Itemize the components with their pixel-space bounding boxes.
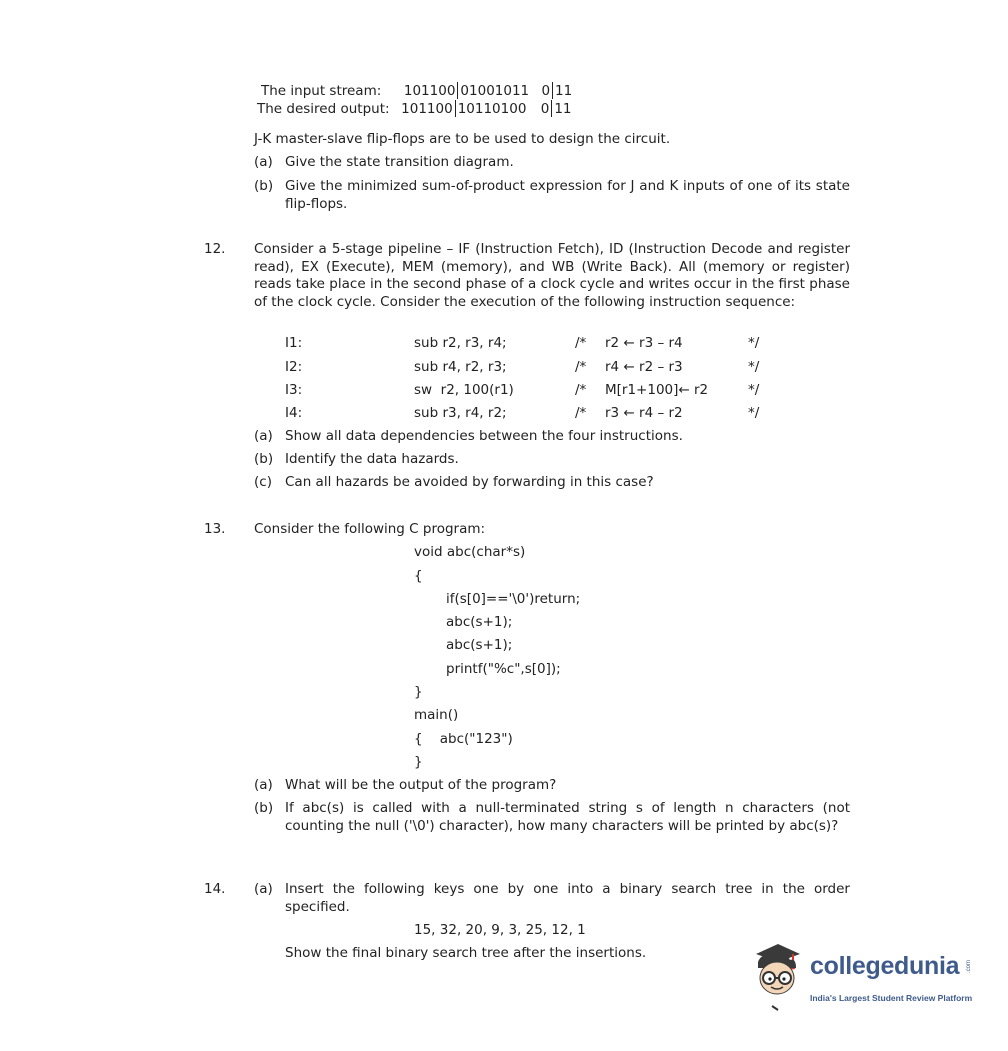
q13-part-label: (b) xyxy=(254,800,274,816)
brand-name: collegedunia xyxy=(810,952,960,980)
comment-open: /* xyxy=(575,382,587,398)
bst-keys: 15, 32, 20, 9, 3, 25, 12, 1 xyxy=(414,922,586,938)
instruction-comment: r4 ← r2 – r3 xyxy=(605,359,683,375)
input-stream-label: The input stream: xyxy=(261,83,382,99)
instruction-label: I2: xyxy=(285,359,303,375)
q12-part-label: (b) xyxy=(254,451,274,467)
q12-part-label: (a) xyxy=(254,428,273,444)
comment-open: /* xyxy=(575,335,587,351)
desired-output-line: The desired output: 101100 10110100 0 11 xyxy=(257,101,572,117)
comment-close: */ xyxy=(748,382,760,398)
instruction-code: sub r2, r3, r4; xyxy=(414,335,507,351)
part-a-label: (a) xyxy=(254,154,273,170)
instruction-code: sub r4, r2, r3; xyxy=(414,359,507,375)
question-12-intro: Consider a 5-stage pipeline – IF (Instruction Fetch), ID (Instruction Decode and register read), EX (Execute), MEM (memory), and WB (Write Back). All (memory or register) reads take place in the second phase of a clock cycle and writes occur in the first phase of the clock cycle. Consider the execution of the following instruction sequence: xyxy=(254,241,850,310)
code-line: void abc(char*s) xyxy=(414,544,526,560)
code-line: abc(s+1); xyxy=(446,614,513,630)
input-stream-line: The input stream: 101100 01001011 0 11 xyxy=(261,83,573,99)
question-12-number: 12. xyxy=(204,241,226,257)
code-line: { abc("123") xyxy=(414,731,513,747)
q14-part-label: (a) xyxy=(254,881,273,897)
part-b-label: (b) xyxy=(254,178,274,194)
mascot-icon xyxy=(748,938,808,1016)
instruction-comment: r3 ← r4 – r2 xyxy=(605,405,683,421)
q13-part-text: If abc(s) is called with a null-terminated string s of length n characters (not counting the null ('\0') character), how many characters will be printed by abc(s)? xyxy=(285,800,850,834)
code-line: main() xyxy=(414,707,459,723)
code-line: if(s[0]=='\0')return; xyxy=(446,591,581,607)
comment-close: */ xyxy=(748,405,760,421)
question-13-number: 13. xyxy=(204,521,226,537)
instruction-label: I3: xyxy=(285,382,303,398)
part-b-text: Give the minimized sum-of-product expression for J and K inputs of one of its state flip-flops. xyxy=(285,178,850,212)
code-line: } xyxy=(414,754,423,770)
q12-part-label: (c) xyxy=(254,474,272,490)
comment-open: /* xyxy=(575,405,587,421)
q14-part-text: Insert the following keys one by one into a binary search tree in the order specified. xyxy=(285,881,850,915)
instruction-comment: r2 ← r3 – r4 xyxy=(605,335,683,351)
bst-final-instruction: Show the final binary search tree after the insertions. xyxy=(285,945,647,961)
code-line: printf("%c",s[0]); xyxy=(446,661,561,677)
desired-output-label: The desired output: xyxy=(257,101,390,117)
code-line: { xyxy=(414,568,423,584)
instruction-comment: M[r1+100]← r2 xyxy=(605,382,709,398)
q13-part-text: What will be the output of the program? xyxy=(285,777,557,793)
code-line: } xyxy=(414,684,423,700)
question-13-intro: Consider the following C program: xyxy=(254,521,486,537)
jk-flipflop-line: J-K master-slave flip-flops are to be used to design the circuit. xyxy=(254,131,671,147)
instruction-code: sw r2, 100(r1) xyxy=(414,382,514,398)
instruction-label: I1: xyxy=(285,335,303,351)
comment-open: /* xyxy=(575,359,587,375)
instruction-label: I4: xyxy=(285,405,303,421)
q12-part-text: Show all data dependencies between the four instructions. xyxy=(285,428,683,444)
collegedunia-logo xyxy=(748,938,988,1018)
brand-tagline: India's Largest Student Review Platform xyxy=(810,993,973,1003)
instruction-code: sub r3, r4, r2; xyxy=(414,405,507,421)
question-14-number: 14. xyxy=(204,881,226,897)
comment-close: */ xyxy=(748,359,760,375)
part-a-text: Give the state transition diagram. xyxy=(285,154,514,170)
brand-com: .com xyxy=(966,960,972,974)
code-line: abc(s+1); xyxy=(446,637,513,653)
q13-part-label: (a) xyxy=(254,777,273,793)
q12-part-text: Identify the data hazards. xyxy=(285,451,459,467)
comment-close: */ xyxy=(748,335,760,351)
q12-part-text: Can all hazards be avoided by forwarding in this case? xyxy=(285,474,654,490)
